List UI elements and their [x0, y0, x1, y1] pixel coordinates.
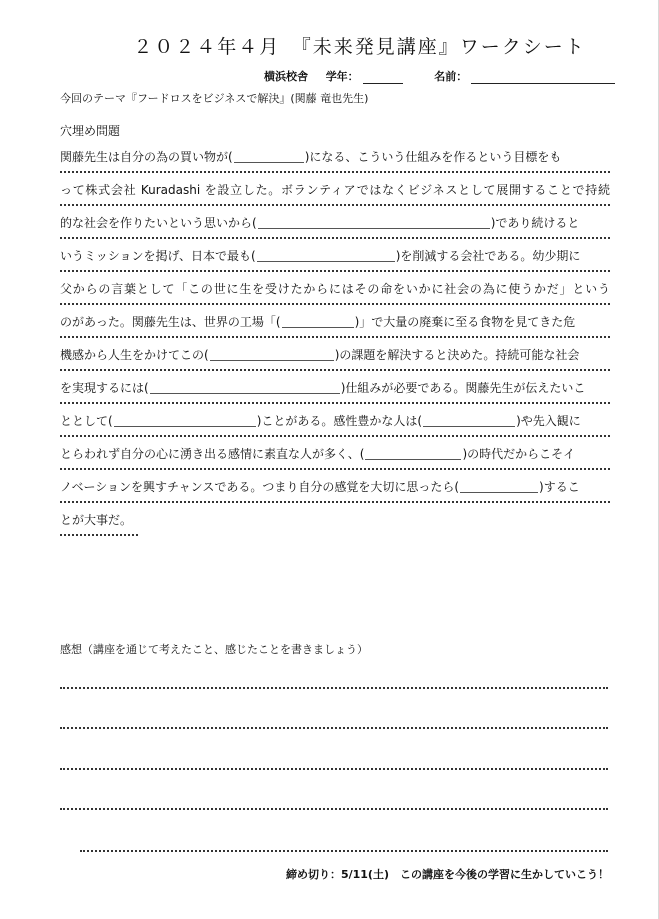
answer-blank-1[interactable] [234, 150, 304, 163]
grade-blank[interactable] [363, 71, 403, 84]
answer-blank-3[interactable] [257, 249, 395, 262]
passage-line: を実現するには( )仕組みが必要である。関藤先生が伝えたいこ [60, 371, 610, 404]
passage-line: のがあった。関藤先生は、世界の工場「( )」で大量の廃棄に至る食物を見てきた危 [60, 305, 610, 338]
passage-line: って株式会社 Kuradashi を設立した。ボランティアではなくビジネスとして展開することで持続 [60, 173, 610, 206]
impression-write-line[interactable] [80, 850, 608, 852]
grade-label: 学年： [325, 70, 359, 83]
lecture-theme: 今回のテーマ『フードロスをビジネスで解決』(関藤 竜也先生) [60, 92, 369, 105]
impression-write-line[interactable] [60, 768, 608, 770]
answer-blank-2[interactable] [258, 216, 490, 229]
passage-line: ノベーションを興すチャンスである。つまり自分の感覚を大切に思ったら( )するこ [60, 470, 610, 503]
passage-line: 父からの言葉として「この世に生を受けたからにはその命をいかに社会の為に使うかだ」という [60, 272, 610, 305]
name-blank[interactable] [471, 71, 615, 84]
answer-blank-6[interactable] [150, 381, 340, 394]
answer-blank-9[interactable] [365, 447, 461, 460]
fill-in-passage [60, 140, 610, 536]
fill-in-section-label: 穴埋め問題 [60, 124, 121, 138]
answer-blank-7[interactable] [114, 414, 256, 427]
passage-line: とらわれず自分の心に湧き出る感情に素直な人が多く、( )の時代だからこそイ [60, 437, 610, 470]
student-info-row [264, 68, 615, 84]
impressions-label: 感想（講座を通じて考えたこと、感じたことを書きましょう） [60, 643, 368, 656]
impression-write-line[interactable] [60, 808, 608, 810]
passage-line: 機感から人生をかけてこの( )の課題を解決すると決めた。持続可能な社会 [60, 338, 610, 371]
answer-blank-4[interactable] [282, 315, 354, 328]
school-name: 横浜校舎 [264, 70, 308, 83]
passage-line: とが大事だ。 [60, 503, 138, 536]
impression-write-line[interactable] [60, 687, 608, 689]
passage-line: いうミッションを掲げ、日本で最も( )を削減する会社である。幼少期に [60, 239, 610, 272]
deadline-note: 締め切り：5/11(土) この講座を今後の学習に生かしていこう！ [285, 868, 609, 881]
impression-write-line[interactable] [60, 727, 608, 729]
answer-blank-5[interactable] [210, 348, 334, 361]
answer-blank-8[interactable] [423, 414, 515, 427]
passage-line: ととして( )ことがある。感性豊かな人は( )や先入観に [60, 404, 610, 437]
worksheet-title: ２０２４年４月 『未来発見講座』ワークシート [133, 36, 586, 58]
name-label: 名前： [434, 70, 468, 83]
answer-blank-10[interactable] [460, 480, 538, 493]
passage-line: 的な社会を作りたいという思いから( )であり続けると [60, 206, 610, 239]
passage-line: 関藤先生は自分の為の買い物が( )になる、こういう仕組みを作るという目標をも [60, 140, 610, 173]
